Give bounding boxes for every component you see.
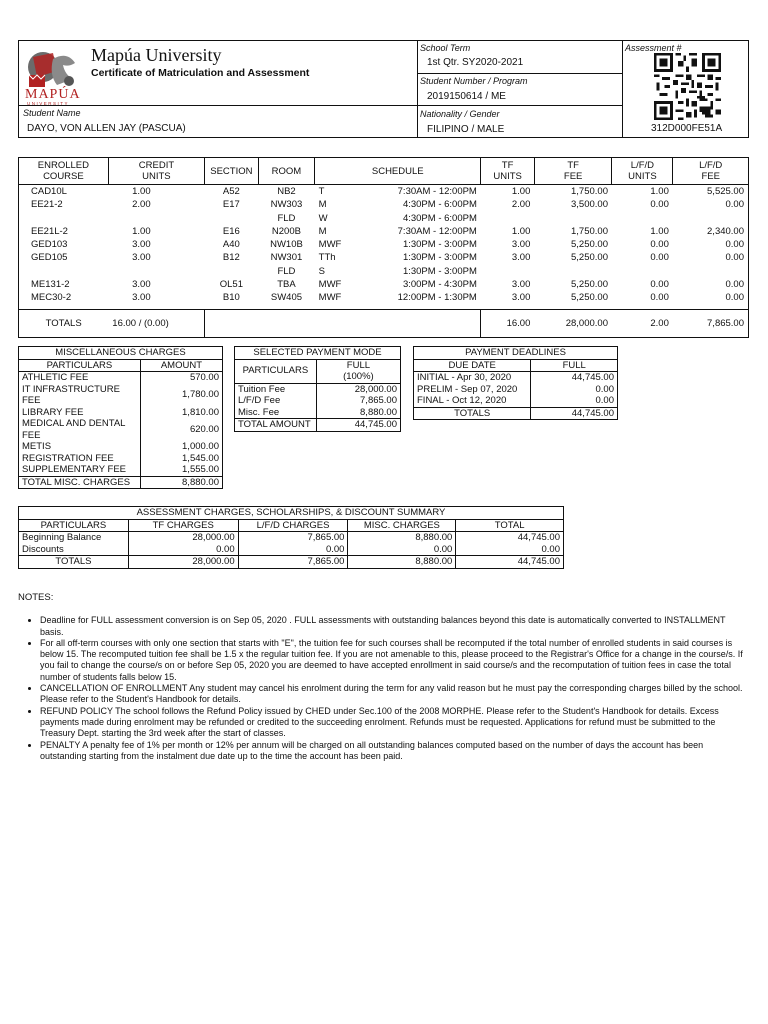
misc-row-cell: 1,545.00 bbox=[140, 453, 222, 465]
course-cell: NW301 bbox=[270, 252, 303, 264]
course-cell: E16 bbox=[222, 225, 240, 237]
deadline-row-cell: FINAL - Oct 12, 2020 bbox=[414, 395, 531, 407]
course-cell: GED105 bbox=[31, 252, 68, 264]
payment-row-cell: L/F/D Fee bbox=[235, 395, 317, 407]
totals-tf-fee: 28,000.00 bbox=[534, 309, 612, 337]
col-credit-units: CREDIT UNITS bbox=[108, 158, 204, 185]
misc-row-cell: MEDICAL AND DENTAL FEE bbox=[19, 418, 141, 441]
summary-col-lfd: L/F/D CHARGES bbox=[238, 519, 348, 532]
misc-col-particulars: PARTICULARS bbox=[19, 359, 141, 372]
course-cell bbox=[19, 265, 109, 278]
payment-row-cell: 7,865.00 bbox=[316, 395, 400, 407]
course-row bbox=[19, 225, 749, 238]
misc-col-amount: AMOUNT bbox=[140, 359, 222, 372]
payment-total: 44,745.00 bbox=[316, 419, 400, 432]
deadlines-total-label: TOTALS bbox=[414, 407, 531, 420]
course-cell: 0.00 bbox=[650, 279, 669, 291]
deadlines-total: 44,745.00 bbox=[531, 407, 618, 420]
misc-total: 8,880.00 bbox=[140, 476, 222, 489]
student-name: DAYO, VON ALLEN JAY (PASCUA) bbox=[27, 123, 186, 134]
course-cell: 1,750.00 bbox=[571, 225, 608, 237]
course-cell: 1:30PM - 3:00PM bbox=[402, 239, 477, 251]
misc-row-cell: REGISTRATION FEE bbox=[19, 453, 141, 465]
course-cell: 1:30PM - 3:00PM bbox=[402, 265, 477, 277]
summary-cell: Discounts bbox=[19, 544, 129, 556]
student-number: 2019150614 / ME bbox=[427, 91, 506, 102]
nationality: FILIPINO / MALE bbox=[427, 124, 505, 135]
course-cell: 3.00 bbox=[132, 279, 151, 291]
course-cell: B10 bbox=[222, 292, 240, 304]
summary-cell: 0.00 bbox=[128, 544, 238, 556]
course-row bbox=[19, 238, 749, 251]
course-cell: 4:30PM - 6:00PM bbox=[402, 212, 477, 224]
course-cell: EE21L-2 bbox=[31, 225, 68, 237]
logo-text: MAPÚA bbox=[25, 87, 81, 102]
course-cell: EE21-2 bbox=[31, 199, 63, 211]
course-cell: 0.00 bbox=[650, 252, 669, 264]
misc-row-cell: 570.00 bbox=[140, 372, 222, 384]
summary-cell: 0.00 bbox=[238, 544, 348, 556]
course-cell: 4:30PM - 6:00PM bbox=[402, 199, 477, 211]
summary-cell: 7,865.00 bbox=[238, 532, 348, 544]
summary-row bbox=[19, 544, 564, 556]
summary-col-particulars: PARTICULARS bbox=[19, 519, 129, 532]
course-cell: 0.00 bbox=[725, 292, 744, 304]
misc-row bbox=[19, 464, 223, 476]
payment-col-full: FULL (100%) bbox=[316, 359, 400, 383]
course-cell: GED103 bbox=[31, 239, 68, 251]
payment-row-cell: 8,880.00 bbox=[316, 407, 400, 419]
course-cell bbox=[612, 265, 673, 278]
misc-row bbox=[19, 453, 223, 465]
misc-row bbox=[19, 372, 223, 384]
misc-row-cell: SUPPLEMENTARY FEE bbox=[19, 464, 141, 476]
course-cell: FLD bbox=[277, 265, 296, 277]
course-cell: OL51 bbox=[219, 279, 243, 291]
notes-title: NOTES: bbox=[18, 592, 54, 603]
misc-row bbox=[19, 407, 223, 419]
course-cell: 1,750.00 bbox=[571, 186, 608, 197]
qr-code-icon bbox=[654, 53, 721, 120]
col-tf-units: TF UNITS bbox=[481, 158, 535, 185]
course-cell: 0.00 bbox=[650, 199, 669, 211]
deadlines-total-row bbox=[414, 407, 618, 420]
summary-cell: Beginning Balance bbox=[19, 532, 129, 544]
note-item: • Deadline for FULL assessment conversion is on Sep 05, 2020 . FULL assessments with outstanding balances beyond this date is automatically converted to INSTALLMENT basis. bbox=[40, 615, 750, 638]
course-cell: 5,525.00 bbox=[707, 186, 744, 197]
courses-table bbox=[18, 157, 749, 338]
course-cell: 0.00 bbox=[725, 239, 744, 251]
payment-row bbox=[235, 383, 401, 395]
document-subtitle: Certificate of Matriculation and Assessment bbox=[91, 67, 310, 79]
assessment-summary-table bbox=[18, 506, 564, 569]
course-row bbox=[19, 212, 749, 225]
course-cell: MEC30-2 bbox=[31, 292, 72, 304]
summary-cell: 44,745.00 bbox=[456, 532, 564, 544]
course-cell: 0.00 bbox=[650, 239, 669, 251]
course-cell: 3.00 bbox=[511, 252, 531, 264]
logo-subtext: UNIVERSITY bbox=[27, 101, 70, 106]
misc-row-cell: 1,555.00 bbox=[140, 464, 222, 476]
note-item: • REFUND POLICY The school follows the Refund Policy issued by CHED under Sec.100 of the 2008 MORPHE. Please refer to the Student's Handbook for details. Excess payments made during enrolment may be refunded or credited to the succeeding enrolment. Refunds must be requested. Applications for refund must be submitted to the Treasury Dept. starting the 3rd week after the start of classes. bbox=[40, 706, 750, 740]
col-schedule: SCHEDULE bbox=[315, 158, 481, 185]
misc-row-cell: LIBRARY FEE bbox=[19, 407, 141, 419]
deadline-row-cell: 0.00 bbox=[531, 384, 618, 396]
summary-totals-row bbox=[19, 556, 564, 569]
deadline-row-cell: 44,745.00 bbox=[531, 372, 618, 384]
totals-lfd-fee: 7,865.00 bbox=[673, 309, 749, 337]
misc-row-cell: IT INFRASTRUCTURE FEE bbox=[19, 384, 141, 407]
course-cell: MWF bbox=[318, 239, 342, 251]
course-cell: 1.00 bbox=[650, 186, 669, 197]
header-box bbox=[18, 40, 749, 138]
course-cell: 3.00 bbox=[132, 292, 151, 304]
course-cell: 3:00PM - 4:30PM bbox=[402, 279, 477, 291]
payment-row bbox=[235, 395, 401, 407]
misc-title: MISCELLANEOUS CHARGES bbox=[19, 347, 223, 360]
deadline-row bbox=[414, 384, 618, 396]
courses-totals-row bbox=[19, 309, 749, 337]
course-cell: 1.00 bbox=[132, 225, 151, 237]
course-cell: 3.00 bbox=[511, 239, 531, 251]
course-cell: NW303 bbox=[270, 199, 303, 211]
misc-row-cell: ATHLETIC FEE bbox=[19, 372, 141, 384]
misc-total-label: TOTAL MISC. CHARGES bbox=[19, 476, 141, 489]
course-cell: 1.00 bbox=[132, 186, 151, 197]
course-cell: 12:00PM - 1:30PM bbox=[397, 292, 477, 304]
col-section: SECTION bbox=[204, 158, 258, 185]
deadline-row bbox=[414, 372, 618, 384]
course-cell: 5,250.00 bbox=[571, 279, 608, 291]
misc-charges-table bbox=[18, 346, 223, 489]
course-cell bbox=[673, 265, 749, 278]
deadline-row-cell: 0.00 bbox=[531, 395, 618, 407]
courses-header-row bbox=[19, 158, 749, 185]
summary-cell: 8,880.00 bbox=[348, 532, 456, 544]
course-cell: TBA bbox=[277, 279, 296, 291]
course-cell: M bbox=[318, 225, 327, 237]
course-cell: M bbox=[318, 199, 327, 211]
summary-cell: 0.00 bbox=[348, 544, 456, 556]
course-row bbox=[19, 278, 749, 291]
course-cell: S bbox=[318, 265, 325, 277]
course-cell: 5,250.00 bbox=[571, 292, 608, 304]
university-name: Mapúa University bbox=[91, 45, 222, 65]
assessment-number: 312D000FE51A bbox=[651, 123, 723, 134]
course-cell: 0.00 bbox=[650, 292, 669, 304]
course-cell: 2,340.00 bbox=[707, 225, 744, 237]
col-lfd-fee: L/F/D FEE bbox=[673, 158, 749, 185]
course-cell bbox=[481, 212, 535, 225]
seal-icon bbox=[23, 45, 85, 91]
course-cell bbox=[108, 212, 204, 225]
course-cell: 0.00 bbox=[725, 199, 744, 211]
course-cell bbox=[204, 265, 258, 278]
notes-section bbox=[18, 592, 750, 762]
course-cell: 5,250.00 bbox=[571, 239, 608, 251]
course-cell bbox=[204, 212, 258, 225]
student-number-label: Student Number / Program bbox=[420, 76, 528, 86]
university-logo bbox=[23, 45, 85, 106]
notes-list bbox=[18, 615, 750, 762]
payment-col-particulars: PARTICULARS bbox=[235, 359, 317, 383]
course-cell: N200B bbox=[271, 225, 301, 237]
payment-total-row bbox=[235, 419, 401, 432]
payment-row-cell: Tuition Fee bbox=[235, 383, 317, 395]
summary-cell: 0.00 bbox=[456, 544, 564, 556]
course-row bbox=[19, 291, 749, 304]
course-cell: W bbox=[318, 212, 328, 224]
misc-row-cell: METIS bbox=[19, 441, 141, 453]
payment-row-cell: Misc. Fee bbox=[235, 407, 317, 419]
school-term-label: School Term bbox=[420, 43, 471, 53]
misc-row-cell: 620.00 bbox=[140, 418, 222, 441]
qr-code bbox=[654, 53, 721, 120]
course-cell: 1.00 bbox=[511, 186, 531, 197]
misc-row bbox=[19, 418, 223, 441]
course-cell bbox=[534, 212, 612, 225]
course-cell: TTh bbox=[318, 252, 336, 264]
course-row bbox=[19, 185, 749, 199]
course-cell: 3.00 bbox=[511, 292, 531, 304]
course-cell: SW405 bbox=[270, 292, 303, 304]
totals-lfd-units: 2.00 bbox=[612, 309, 673, 337]
payment-total-label: TOTAL AMOUNT bbox=[235, 419, 317, 432]
course-row bbox=[19, 265, 749, 278]
deadlines-col-full: FULL bbox=[531, 359, 618, 372]
course-cell bbox=[673, 212, 749, 225]
course-cell bbox=[108, 265, 204, 278]
course-cell: A40 bbox=[222, 239, 240, 251]
totals-tf-units: 16.00 bbox=[481, 309, 535, 337]
school-term: 1st Qtr. SY2020-2021 bbox=[427, 57, 524, 68]
course-cell: 0.00 bbox=[725, 252, 744, 264]
course-cell: B12 bbox=[222, 252, 240, 264]
summary-title: ASSESSMENT CHARGES, SCHOLARSHIPS, & DISCOUNT SUMMARY bbox=[19, 507, 564, 520]
deadline-row-cell: PRELIM - Sep 07, 2020 bbox=[414, 384, 531, 396]
course-cell: FLD bbox=[277, 212, 296, 224]
course-cell: 3.00 bbox=[132, 252, 151, 264]
note-item: • CANCELLATION OF ENROLLMENT Any student may cancel his enrolment during the term for any valid reason but he must pay the corresponding charges billed by the school. Please refer to the Student's Handbook for details. bbox=[40, 683, 750, 706]
misc-row-cell: 1,810.00 bbox=[140, 407, 222, 419]
summary-col-tf: TF CHARGES bbox=[128, 519, 238, 532]
col-tf-fee: TF FEE bbox=[534, 158, 612, 185]
course-cell: 3.00 bbox=[132, 239, 151, 251]
course-cell: T bbox=[318, 186, 325, 197]
summary-totals-misc: 8,880.00 bbox=[348, 556, 456, 569]
assessment-label: Assessment # bbox=[625, 43, 682, 53]
course-cell: MWF bbox=[318, 279, 342, 291]
misc-total-row bbox=[19, 476, 223, 489]
summary-totals-label: TOTALS bbox=[19, 556, 129, 569]
course-cell bbox=[19, 212, 109, 225]
note-item: • PENALTY A penalty fee of 1% per month or 12% per annum will be charged on all outstanding balances computed based on the number of days the account has been outstanding starting from the instalment due date up to the time the account has been paid. bbox=[40, 740, 750, 763]
payment-mode-title: SELECTED PAYMENT MODE bbox=[235, 347, 401, 360]
course-cell: 1.00 bbox=[650, 225, 669, 237]
course-cell: NW10B bbox=[270, 239, 303, 251]
summary-col-total: TOTAL bbox=[456, 519, 564, 532]
course-cell: 3.00 bbox=[511, 279, 531, 291]
summary-totals-tf: 28,000.00 bbox=[128, 556, 238, 569]
course-cell bbox=[612, 212, 673, 225]
misc-row bbox=[19, 384, 223, 407]
totals-label: TOTALS bbox=[19, 309, 109, 337]
course-cell bbox=[534, 265, 612, 278]
course-cell: 1.00 bbox=[511, 225, 531, 237]
course-cell: 7:30AM - 12:00PM bbox=[397, 186, 477, 197]
course-cell: ME131-2 bbox=[31, 279, 70, 291]
misc-row-cell: 1,000.00 bbox=[140, 441, 222, 453]
summary-cell: 28,000.00 bbox=[128, 532, 238, 544]
summary-row bbox=[19, 532, 564, 544]
course-cell: 2.00 bbox=[132, 199, 151, 211]
deadlines-title: PAYMENT DEADLINES bbox=[414, 347, 618, 360]
student-name-label: Student Name bbox=[23, 108, 81, 118]
misc-row bbox=[19, 441, 223, 453]
payment-row-cell: 28,000.00 bbox=[316, 383, 400, 395]
course-cell: 3,500.00 bbox=[571, 199, 608, 211]
col-enrolled-course: ENROLLED COURSE bbox=[19, 158, 109, 185]
payment-row bbox=[235, 407, 401, 419]
deadline-row bbox=[414, 395, 618, 407]
course-cell bbox=[481, 265, 535, 278]
summary-totals-total: 44,745.00 bbox=[456, 556, 564, 569]
col-lfd-units: L/F/D UNITS bbox=[612, 158, 673, 185]
summary-col-misc: MISC. CHARGES bbox=[348, 519, 456, 532]
col-room: ROOM bbox=[258, 158, 314, 185]
course-cell: 2.00 bbox=[511, 199, 531, 211]
misc-row-cell: 1,780.00 bbox=[140, 384, 222, 407]
course-cell: CAD10L bbox=[31, 186, 67, 197]
course-cell: 5,250.00 bbox=[571, 252, 608, 264]
course-cell: 0.00 bbox=[725, 279, 744, 291]
payment-deadlines-table bbox=[413, 346, 618, 420]
totals-units: 16.00 / (0.00) bbox=[108, 309, 204, 337]
course-cell: 1:30PM - 3:00PM bbox=[402, 252, 477, 264]
course-cell: NB2 bbox=[277, 186, 296, 197]
course-cell: 7:30AM - 12:00PM bbox=[397, 225, 477, 237]
deadline-row-cell: INITIAL - Apr 30, 2020 bbox=[414, 372, 531, 384]
note-item: • For all off-term courses with only one section that starts with "E", the tuition fee for such courses shall be recomputed if the total number of enrolled students in said courses is below 15. The recomputed tuition fee shall be 1.5 x the regular tuition fee. If you are not amenable to this, please proceed to the Registrar's Office for a change in the course/s. If you fail to change the course/s on or before Sep 05, 2020 you are deemed to have accepted enrollment in said course/s and the recomputation of tuition fees in case the total number of students falls below 15. bbox=[40, 638, 750, 683]
deadlines-col-due-date: DUE DATE bbox=[414, 359, 531, 372]
course-cell: MWF bbox=[318, 292, 342, 304]
course-row bbox=[19, 251, 749, 264]
nationality-label: Nationality / Gender bbox=[420, 109, 500, 119]
course-cell: E17 bbox=[222, 199, 240, 211]
payment-mode-table bbox=[234, 346, 401, 432]
course-row bbox=[19, 198, 749, 211]
course-cell: A52 bbox=[222, 186, 240, 197]
summary-totals-lfd: 7,865.00 bbox=[238, 556, 348, 569]
